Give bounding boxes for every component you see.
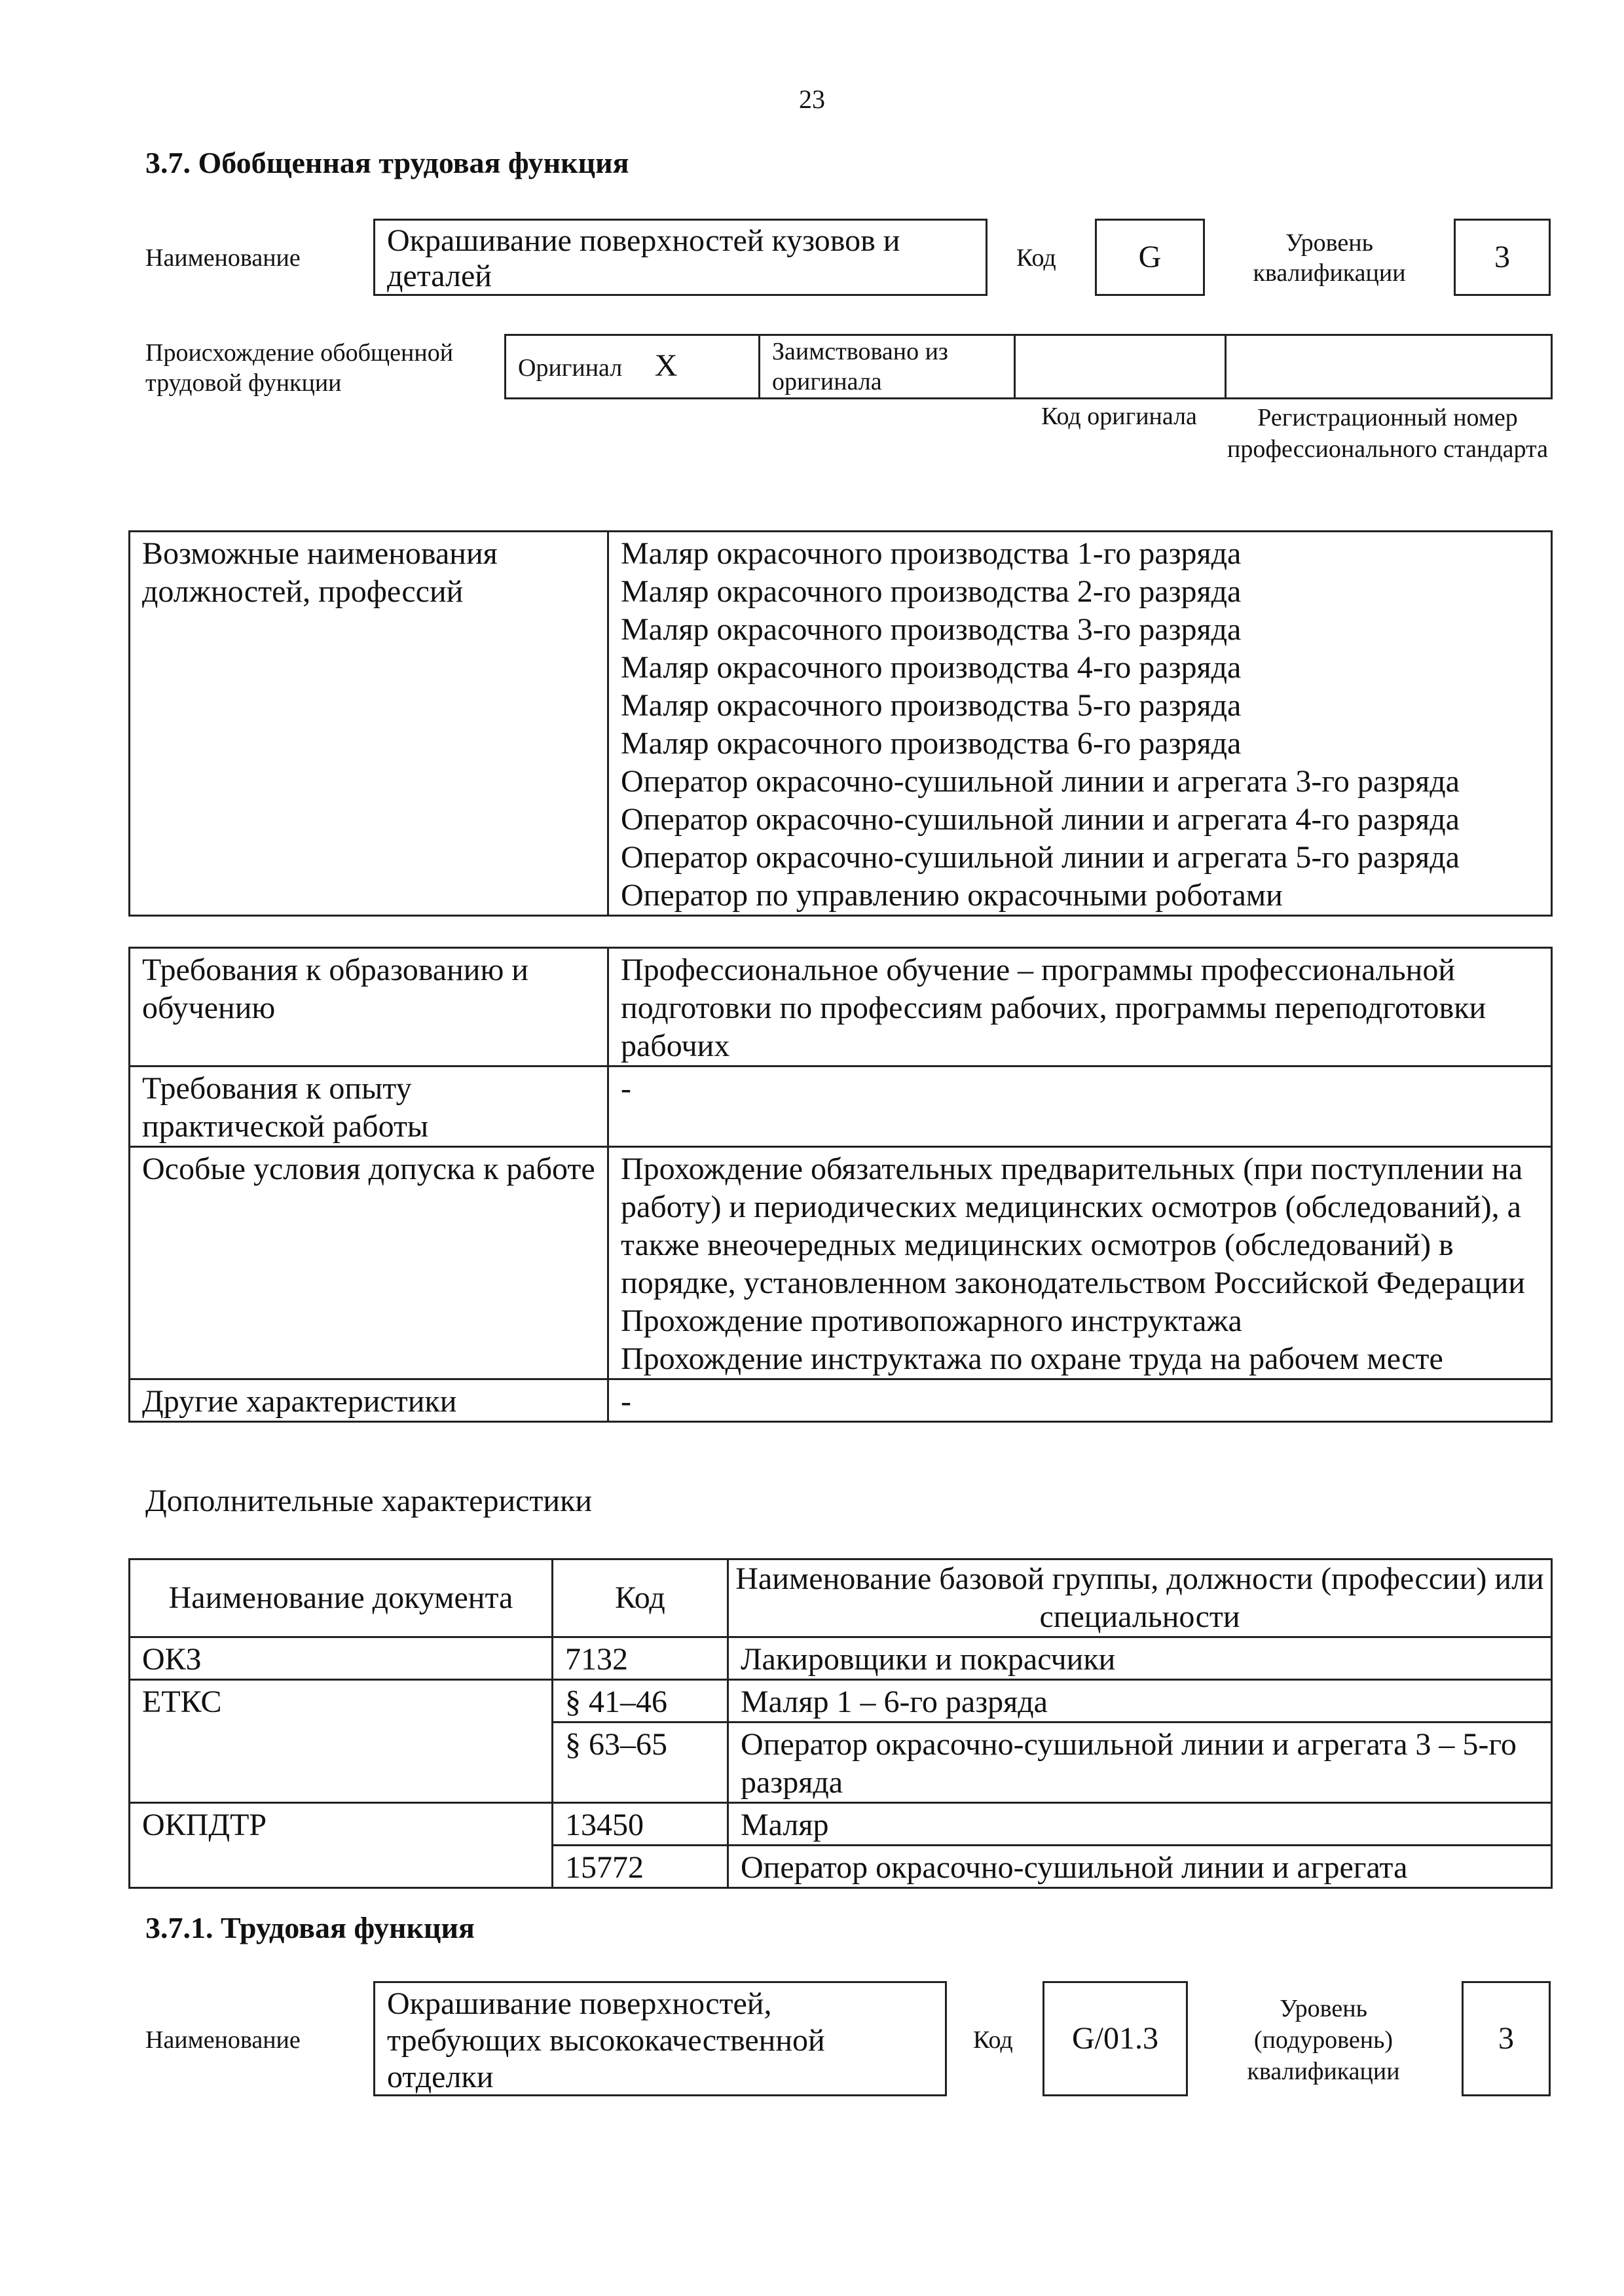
tf-code-value: G/01.3 — [1043, 1981, 1188, 2096]
cell-name: Оператор окрасочно-сушильной линии и агрегата 3 – 5-го разряда — [728, 1722, 1552, 1803]
header-name: Наименование базовой группы, должности (профессии) или специальности — [728, 1559, 1552, 1637]
section-title: 3.7. Обобщенная трудовая функция — [145, 146, 629, 179]
code-original-caption: Код оригинала — [1041, 403, 1197, 430]
requirement-value: - — [608, 1066, 1552, 1147]
table-row — [130, 1803, 1552, 1846]
table-row — [130, 1846, 1552, 1888]
position-item: Маляр окрасочного производства 6-го разряда — [621, 726, 1242, 761]
requirement-line: Прохождение противопожарного инструктажа — [621, 1303, 1242, 1338]
gtf-name-label: Наименование — [145, 244, 301, 272]
origin-code-cell — [1015, 335, 1226, 399]
gtf-code-value: G — [1095, 219, 1205, 296]
requirement-label: Требования к опыту практической работы — [130, 1066, 608, 1147]
table-row — [130, 1722, 1552, 1803]
tf-code-label: Код — [973, 2026, 1013, 2054]
position-item: Маляр окрасочного производства 2-го разряда — [621, 574, 1242, 609]
requirement-row — [130, 1147, 1552, 1379]
cell-code: § 63–65 — [553, 1722, 728, 1803]
position-item: Маляр окрасочного производства 1-го разряда — [621, 536, 1242, 571]
table-row — [130, 1680, 1552, 1722]
gtf-level-label: Уровень квалификации — [1253, 229, 1406, 287]
requirement-label: Особые условия допуска к работе — [130, 1147, 608, 1379]
position-item: Оператор окрасочно-сушильной линии и агрегата 3-го разряда — [621, 764, 1460, 799]
position-item: Маляр окрасочного производства 5-го разряда — [621, 688, 1242, 723]
cell-doc: ОКЗ — [130, 1637, 553, 1680]
requirements-table — [128, 947, 1553, 1423]
additional-header-row — [130, 1559, 1552, 1637]
subsection-title: 3.7.1. Трудовая функция — [145, 1911, 475, 1944]
position-item: Оператор окрасочно-сушильной линии и агрегата 4-го разряда — [621, 802, 1460, 837]
requirement-line: Прохождение инструктажа по охране труда на рабочем месте — [621, 1341, 1443, 1376]
gtf-level-value: 3 — [1454, 219, 1551, 296]
origin-reg-cell — [1226, 335, 1552, 399]
reg-number-caption: Регистрационный номер профессионального стандарта — [1227, 404, 1548, 463]
requirement-label: Требования к образованию и обучению — [130, 948, 608, 1066]
origin-original-label: Оригинал — [518, 354, 623, 382]
positions-table — [128, 530, 1553, 917]
position-item: Оператор по управлению окрасочными роботами — [621, 878, 1283, 913]
positions-label: Возможные наименования должностей, профессий — [130, 532, 608, 916]
position-item: Маляр окрасочного производства 4-го разряда — [621, 650, 1242, 685]
tf-level-value: 3 — [1462, 1981, 1551, 2096]
requirement-value: Профессиональное обучение – программы профессиональной подготовки по профессиям рабочих, программы переподготовки рабочих — [608, 948, 1552, 1066]
requirement-row — [130, 1379, 1552, 1422]
cell-name: Оператор окрасочно-сушильной линии и агрегата — [728, 1846, 1552, 1888]
additional-table — [128, 1558, 1553, 1889]
origin-borrowed-cell: Заимствовано из оригинала — [760, 335, 1015, 399]
requirement-row — [130, 1066, 1552, 1147]
tf-name-label: Наименование — [145, 2026, 301, 2054]
position-item: Оператор окрасочно-сушильной линии и агрегата 5-го разряда — [621, 840, 1460, 875]
gtf-code-label: Код — [1016, 244, 1056, 272]
requirement-value — [608, 1147, 1552, 1379]
table-row — [130, 1637, 1552, 1680]
cell-name: Маляр — [728, 1803, 1552, 1846]
cell-doc: ЕТКС — [130, 1680, 553, 1722]
requirement-row — [130, 948, 1552, 1066]
cell-name: Лакировщики и покрасчики — [728, 1637, 1552, 1680]
cell-code: 7132 — [553, 1637, 728, 1680]
header-doc: Наименование документа — [130, 1559, 553, 1637]
origin-table — [504, 334, 1553, 399]
requirement-label: Другие характеристики — [130, 1379, 608, 1422]
cell-code: 13450 — [553, 1803, 728, 1846]
cell-name: Маляр 1 – 6-го разряда — [728, 1680, 1552, 1722]
requirement-value: - — [608, 1379, 1552, 1422]
origin-original-cell — [506, 335, 760, 399]
requirement-line: Прохождение обязательных предварительных (при поступлении на работу) и периодических медицинских осмотров (обследований), а также внеочередных медицинских осмотров (обследований) в порядке, установленном законодательством Российской Федерации — [621, 1152, 1525, 1300]
positions-list — [608, 532, 1552, 916]
tf-name-value: Окрашивание поверхностей, требующих высококачественной отделки — [373, 1981, 947, 2096]
additional-title: Дополнительные характеристики — [145, 1484, 593, 1518]
gtf-name-value: Окрашивание поверхностей кузовов и деталей — [373, 219, 987, 296]
header-code: Код — [553, 1559, 728, 1637]
cell-code: § 41–46 — [553, 1680, 728, 1722]
cell-doc — [130, 1846, 553, 1888]
cell-code: 15772 — [553, 1846, 728, 1888]
origin-original-mark: X — [654, 348, 678, 383]
cell-doc — [130, 1722, 553, 1803]
origin-label: Происхождение обобщенной трудовой функции — [145, 339, 454, 397]
cell-doc: ОКПДТР — [130, 1803, 553, 1846]
page-number: 23 — [799, 84, 825, 114]
tf-level-label: Уровень (подуровень) квалификации — [1247, 1995, 1400, 2085]
position-item: Маляр окрасочного производства 3-го разряда — [621, 612, 1242, 647]
